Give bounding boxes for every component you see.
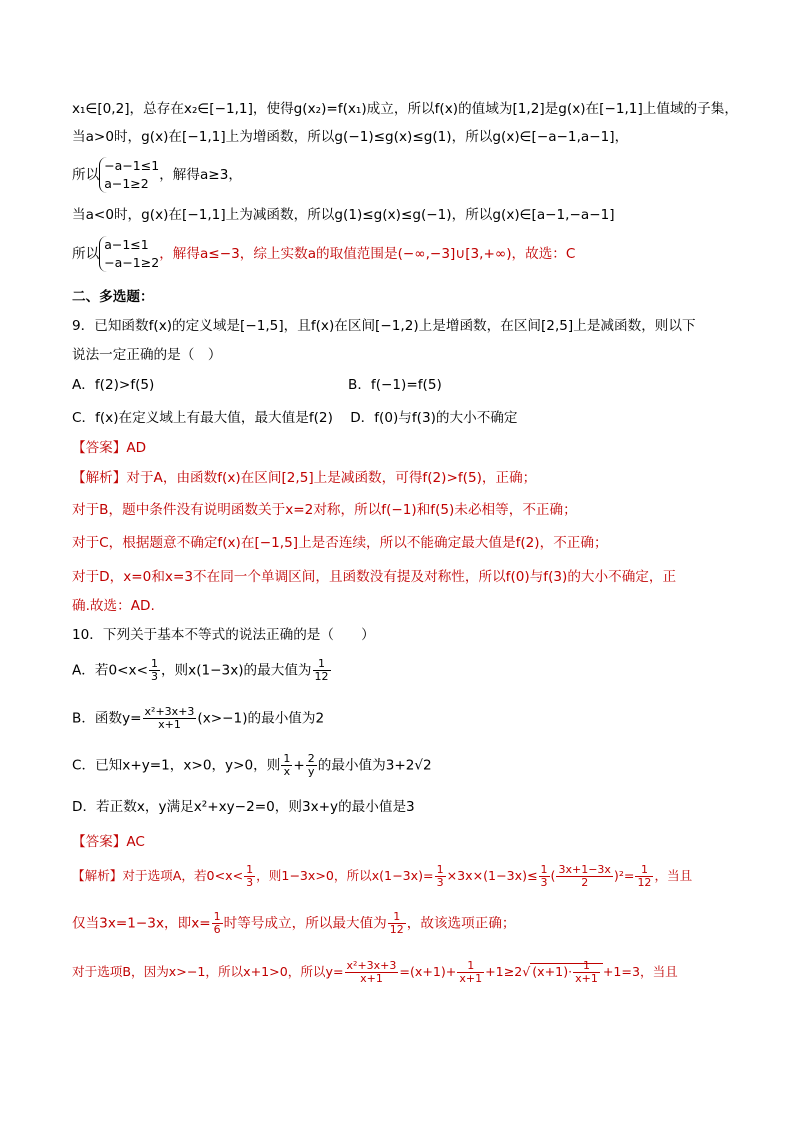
fraction — [281, 753, 292, 778]
equation: a−1≥2 — [104, 176, 149, 191]
numerator: 3x+1−3x — [558, 863, 611, 876]
numerator: 1 — [283, 752, 291, 765]
text: (x+1)· — [532, 964, 573, 979]
text: 的最小值为3+2√2 — [317, 757, 432, 774]
fraction — [313, 658, 331, 683]
q9-explanation-3: 对于C，根据题意不确定f(x)在[−1,5]上是否连续，所以不能确定最大值是f(2)，不正确； — [72, 535, 608, 551]
denominator: x+1 — [459, 972, 483, 985]
q9-explanation-5: 确.故选：AD. — [72, 598, 155, 614]
fraction — [143, 706, 197, 731]
intro-line-4: 当a<0时，g(x)在[−1,1]上为减函数，所以g(1)≤g(x)≤g(−1)，所以g(x)∈[a−1,−a−1] — [72, 207, 615, 223]
text: 仅当3x=1−3x，即x= — [72, 915, 211, 932]
q9-option-a: A．f(2)>f(5) — [72, 377, 155, 393]
text: B．函数y= — [72, 710, 142, 727]
denominator: 12 — [314, 670, 329, 683]
text: )²= — [613, 868, 635, 883]
text: ，则1−3x>0，所以x(1−3x)= — [256, 868, 434, 883]
fraction — [345, 960, 399, 985]
equation: −a−1≤1 — [104, 158, 160, 173]
numerator: 1 — [213, 910, 221, 923]
text: 所以 — [72, 246, 100, 262]
fraction — [556, 864, 612, 889]
numerator: 1 — [388, 911, 406, 924]
numerator: 1 — [436, 863, 444, 876]
text: A．若0<x< — [72, 662, 148, 679]
text: ，则x(1−3x)的最大值为 — [160, 662, 312, 679]
denominator: y — [307, 765, 315, 778]
numerator: 1 — [573, 960, 600, 973]
q9-option-c: C．f(x)在定义域上有最大值，最大值是f(2) — [72, 410, 333, 426]
denominator: x+1 — [360, 972, 383, 985]
denominator: x+1 — [575, 972, 598, 985]
text: +1≥2 — [485, 964, 523, 979]
text: ( — [550, 868, 556, 883]
q9-stem-line-2: 说法一定正确的是（ ） — [72, 347, 222, 363]
sqrt-radicand — [530, 959, 603, 985]
denominator: x — [283, 765, 291, 778]
fraction — [388, 911, 406, 936]
fraction — [573, 960, 600, 985]
q9-stem-line-1: 9．已知函数f(x)的定义域是[−1,5]，且f(x)在区间[−1,2)上是增函数，在区间[2,5]上是减函数，则以下 — [72, 318, 696, 334]
fraction — [212, 911, 223, 936]
text: 【解析】对于选项A，若0<x< — [72, 868, 244, 883]
text: C．已知x+y=1，x>0，y>0，则 — [72, 757, 281, 774]
q10-stem: 10．下列关于基本不等式的说法正确的是（ ） — [72, 627, 375, 643]
section-heading: 二、多选题： — [72, 289, 154, 305]
equation-system — [99, 157, 159, 193]
numerator: 2 — [307, 752, 315, 765]
denominator: x+1 — [158, 718, 181, 731]
intro-line-1: x₁∈[0,2]，总存在x₂∈[−1,1]，使得g(x₂)=f(x₁)成立，所以f(x)的值域为[1,2]是g(x)在[−1,1]上值域的子集， — [72, 101, 738, 117]
fraction — [457, 960, 484, 985]
q9-option-c-d — [72, 408, 518, 428]
numerator: 1 — [635, 864, 653, 877]
text: ，解得a≥3， — [159, 167, 242, 183]
text: ×3x×(1−3x)≤ — [446, 868, 538, 883]
q10-explanation-a-1 — [72, 864, 692, 889]
intro-line-3 — [72, 157, 242, 193]
q10-option-a — [72, 658, 332, 683]
q9-answer: 【答案】AD — [72, 440, 147, 456]
text: ，故该选项正确； — [406, 915, 516, 932]
text: + — [293, 757, 305, 774]
q10-option-b — [72, 706, 324, 731]
q9-option-b: B．f(−1)=f(5) — [348, 377, 442, 393]
text: 对于选项B，因为x>−1，所以x+1>0，所以y= — [72, 964, 344, 979]
equation-system — [99, 236, 159, 272]
intro-line-2: 当a>0时，g(x)在[−1,1]上为增函数，所以g(−1)≤g(x)≤g(1)，所以g(x)∈[−a−1,a−1]， — [72, 129, 629, 145]
q9-explanation-2: 对于B，题中条件没有说明函数关于x=2对称，所以f(−1)和f(5)未必相等，不正确； — [72, 502, 577, 518]
denominator: 3 — [436, 876, 444, 889]
numerator: 1 — [246, 863, 254, 876]
denominator: 2 — [581, 876, 589, 889]
denominator: 3 — [246, 876, 254, 889]
q10-option-c — [72, 753, 432, 778]
numerator: 1 — [457, 960, 484, 973]
q9-option-d: D．f(0)与f(3)的大小不确定 — [350, 410, 518, 426]
q9-explanation-1: 【解析】对于A，由函数f(x)在区间[2,5]上是减函数，可得f(2)>f(5)，正确； — [72, 470, 537, 486]
q10-answer: 【答案】AC — [72, 834, 145, 850]
text: (x>−1)的最小值为2 — [197, 710, 325, 727]
text: =(x+1)+ — [399, 964, 457, 979]
intro-line-5 — [72, 236, 575, 272]
q10-option-d: D．若正数x，y满足x²+xy−2=0，则3x+y的最小值是3 — [72, 799, 415, 815]
equation: a−1≤1 — [104, 237, 149, 252]
numerator: 1 — [313, 658, 331, 671]
fraction — [635, 864, 653, 889]
denominator: 3 — [540, 876, 548, 889]
numerator: x²+3x+3 — [144, 705, 195, 718]
text: ，当且 — [654, 868, 693, 883]
numerator: x²+3x+3 — [346, 959, 397, 972]
denominator: 12 — [389, 923, 404, 936]
q9-explanation-4: 对于D，x=0和x=3不在同一个单调区间，且函数没有提及对称性，所以f(0)与f(3)的大小不确定，正 — [72, 569, 677, 585]
fraction — [306, 753, 317, 778]
denominator: 12 — [637, 876, 652, 889]
q10-explanation-b — [72, 960, 678, 985]
text: +1=3，当且 — [602, 964, 678, 979]
fraction — [244, 864, 255, 889]
fraction — [149, 658, 160, 683]
text: ，解得a≤−3，综上实数a的取值范围是(−∞,−3]∪[3,+∞)，故选：C — [159, 246, 576, 262]
sqrt-sign: √ — [522, 964, 531, 979]
numerator: 1 — [150, 657, 158, 670]
fraction — [435, 864, 446, 889]
denominator: 6 — [213, 923, 221, 936]
text: 时等号成立，所以最大值为 — [223, 915, 387, 932]
text: 所以 — [72, 167, 100, 183]
denominator: 3 — [150, 670, 158, 683]
equation: −a−1≥2 — [104, 255, 160, 270]
numerator: 1 — [540, 863, 548, 876]
fraction — [539, 864, 550, 889]
q10-explanation-a-2 — [72, 911, 516, 936]
